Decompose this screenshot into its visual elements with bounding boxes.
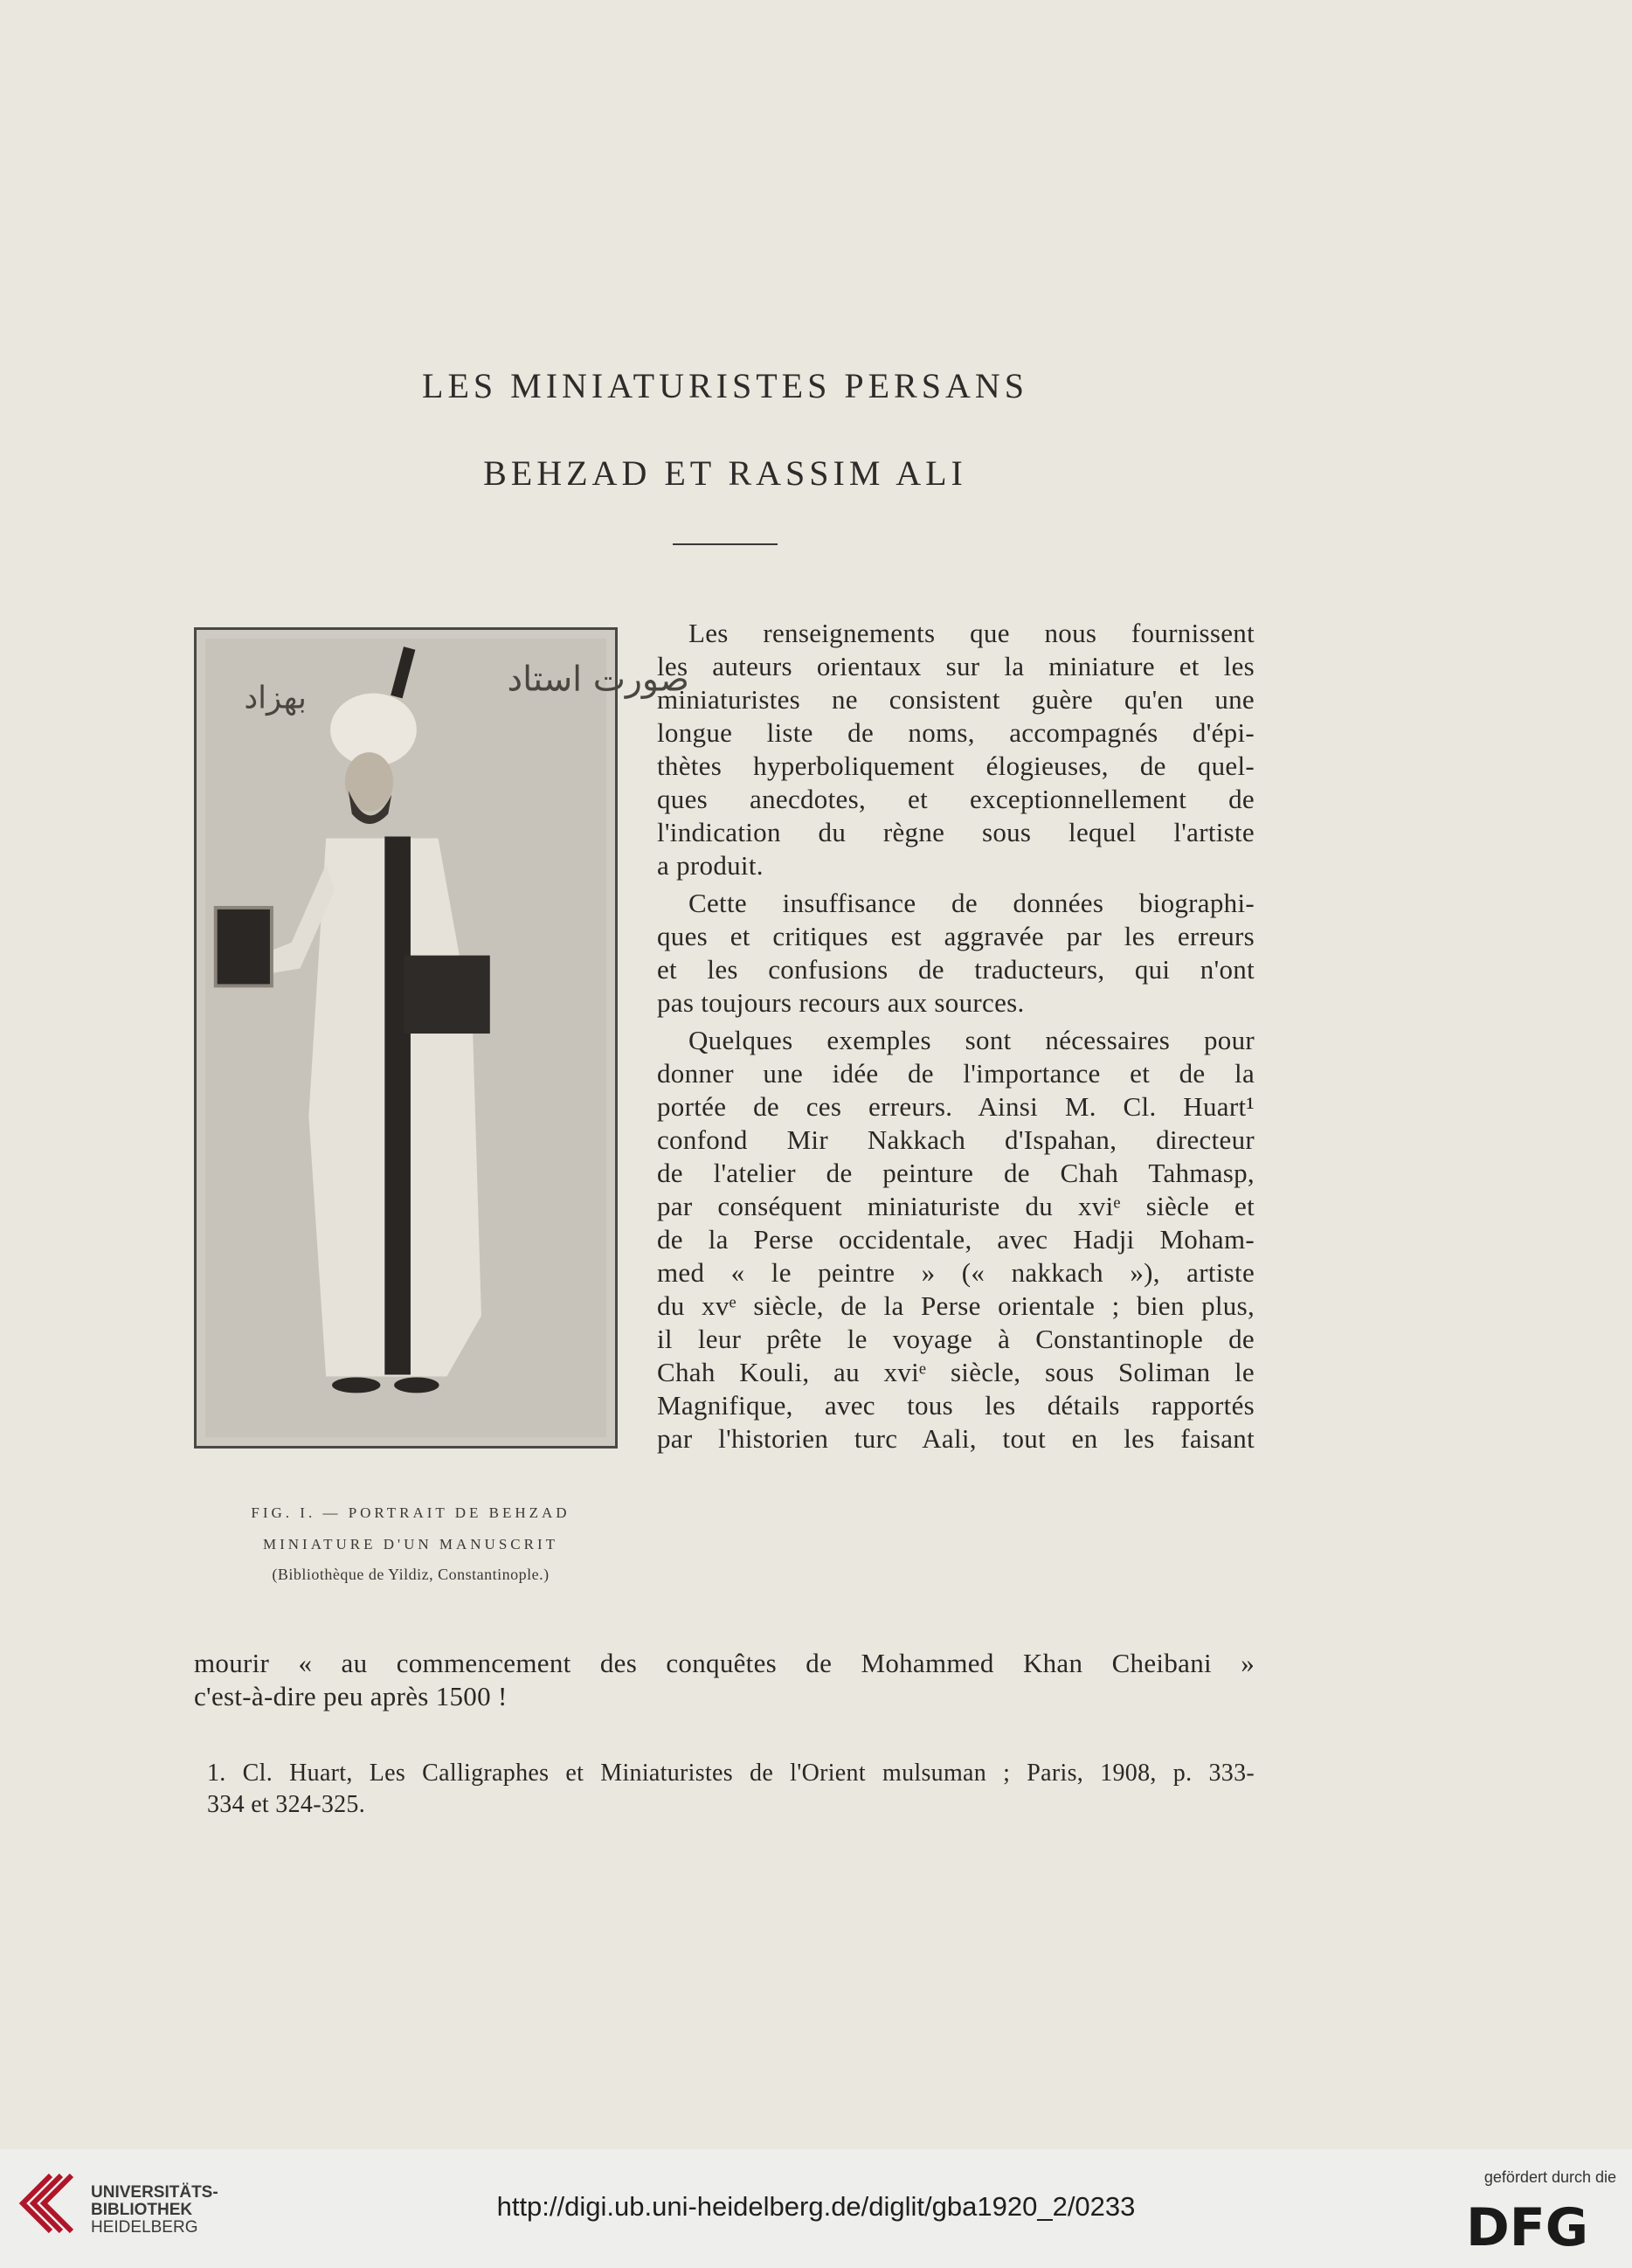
body-line: il leur prête le voyage à Constantinople de (657, 1324, 1255, 1354)
body-line: donner une idée de l'importance et de la (657, 1058, 1255, 1089)
article-title: LES MINIATURISTES PERSANS (422, 366, 1028, 405)
body-line: Chah Kouli, au xviᵉ siècle, sous Soliman le (657, 1357, 1255, 1387)
body-line: de l'atelier de peinture de Chah Tahmasp, (657, 1158, 1255, 1188)
body-wide-line (194, 1647, 1255, 1680)
body-line: thètes hyperboliquement élogieuses, de quel- (657, 750, 1255, 781)
figure-portrait-image (194, 627, 689, 1449)
body-line: ques et critiques est aggravée par les erreurs (657, 921, 1255, 951)
dfg-logo-icon (1466, 2197, 1615, 2258)
footnote-line: 334 et 324-325. (207, 1791, 366, 1818)
figure-caption-medium: MINIATURE D'UN MANUSCRIT (262, 1536, 558, 1552)
body-line: et les confusions de traducteurs, qui n'ont (657, 954, 1255, 985)
figure-caption-source: (Bibliothèque de Yildiz, Constantinople.) (272, 1566, 550, 1583)
body-line: les auteurs orientaux sur la miniature et les (657, 651, 1255, 681)
title-divider (673, 543, 778, 545)
body-line: par l'historien turc Aali, tout en les faisant (657, 1423, 1255, 1454)
footnote (207, 1758, 1255, 1821)
body-line: Quelques exemples sont nécessaires pour (688, 1025, 1255, 1055)
body-wide-line (194, 1680, 1255, 1713)
footnote-line: 1. Cl. Huart, Les Calligraphes et Miniaturistes de l'Orient mulsuman ; Paris, 1908, p. 333- (207, 1760, 1255, 1787)
body-line: mourir « au commencement des conquêtes de Mohammed Khan Cheibani » (194, 1648, 1255, 1678)
body-line: par conséquent miniaturiste du xviᵉ siècle et (657, 1191, 1255, 1221)
persian-inscription-left: بهزاد (244, 680, 307, 716)
body-line: miniaturistes ne consistent guère qu'en une (657, 684, 1255, 715)
body-line: pas toujours recours aux sources. (657, 987, 1025, 1018)
digitization-footer (0, 2149, 1632, 2268)
body-line: confond Mir Nakkach d'Ispahan, directeur (657, 1124, 1255, 1155)
body-line: Les renseignements que nous fournissent (688, 618, 1255, 648)
body-line: Cette insuffisance de données biographi- (688, 888, 1255, 918)
article-subtitle: BEHZAD ET RASSIM ALI (483, 453, 967, 493)
body-line: ques anecdotes, et exceptionnellement de (657, 784, 1255, 814)
persian-inscription-right: صورت استاد (507, 659, 689, 700)
body-line: du xvᵉ siècle, de la Perse orientale ; bien plus, (657, 1290, 1255, 1321)
library-name-line-1: UNIVERSITÄTS- (91, 2183, 218, 2202)
body-line: portée de ces erreurs. Ainsi M. Cl. Huart¹ (657, 1091, 1255, 1122)
body-line: a produit. (657, 850, 764, 881)
permalink-url[interactable]: http://digi.ub.uni-heidelberg.de/diglit/gba1920_2/0233 (496, 2191, 1136, 2222)
figure-caption-title: FIG. I. — PORTRAIT DE BEHZAD (251, 1504, 571, 1521)
library-name-line-2: BIBLIOTHEK (91, 2201, 193, 2219)
dfg-logo-text: DFG (1466, 2197, 1589, 2258)
body-text-column (657, 617, 1255, 1456)
body-line: med « le peintre » (« nakkach »), artiste (657, 1257, 1255, 1288)
portrait-illustration (197, 630, 689, 1446)
body-line: l'indication du règne sous lequel l'artiste (657, 817, 1255, 847)
body-line: de la Perse occidentale, avec Hadji Moham- (657, 1224, 1255, 1255)
body-line: c'est-à-dire peu après 1500 ! (194, 1681, 508, 1711)
library-name-line-3: HEIDELBERG (91, 2218, 198, 2237)
funding-label: gefördert durch die (1483, 2168, 1616, 2186)
body-line: longue liste de noms, accompagnés d'épi- (657, 717, 1255, 748)
body-line: Magnifique, avec tous les détails rapportés (657, 1390, 1255, 1421)
